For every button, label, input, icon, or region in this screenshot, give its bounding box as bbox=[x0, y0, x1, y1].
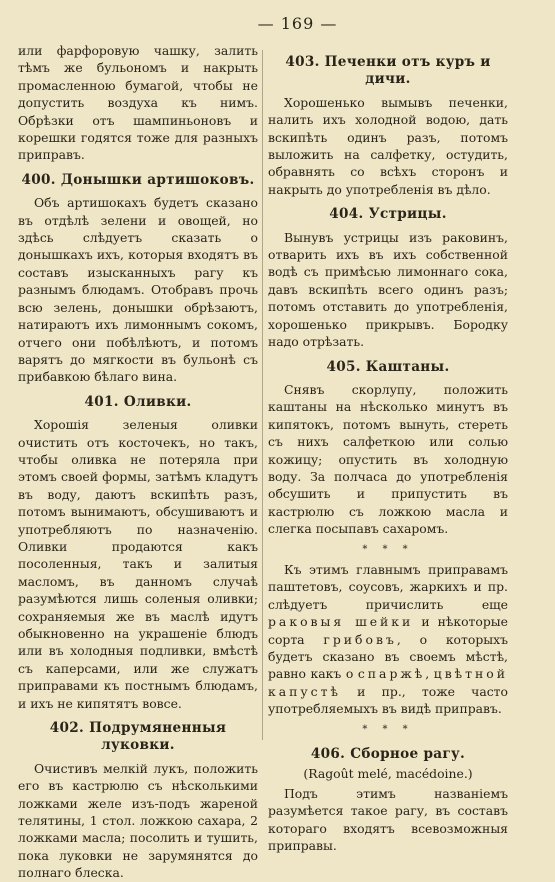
section-403-title: 403. Печенки отъ куръ и дичи. bbox=[285, 54, 491, 88]
note-text: , bbox=[425, 666, 434, 682]
note-emph-asparagus: спаржѣ bbox=[357, 666, 426, 682]
note-text: и пр., тоже часто употребляемыхъ въ видѣ приправъ. bbox=[268, 683, 508, 717]
column-divider bbox=[262, 50, 263, 740]
page-number: — 169 — bbox=[257, 14, 338, 33]
note-text: , о которыхъ будетъ сказано въ своемъ мѣстѣ, равно какъ о bbox=[268, 631, 509, 682]
section-405-title: 405. Каштаны. bbox=[326, 358, 450, 375]
note-text: и нѣкоторые сорта bbox=[268, 614, 508, 647]
section-401-title: 401. Оливки. bbox=[84, 393, 192, 410]
note-emph-crayfish: раковыя шейки bbox=[268, 614, 414, 630]
right-column bbox=[268, 42, 508, 854]
section-406-subtitle: (Ragoût melé, macédoine.) bbox=[303, 766, 473, 782]
section-403-text: Хорошенько вымывъ печенки, налить ихъ холодной водою, дать вскипѣть одинъ разъ, потомъ выложить на салфетку, остудить, обравнять со всѣхъ сторонъ и накрыть до употребленія въ дѣло. bbox=[268, 94, 508, 197]
section-402-text: Очистивъ мелкій лукъ, положить его въ кастрюлю съ нѣсколькими ложками желе изъ-подъ жареной телятины, 1 стол. ложкою сахара, 2 ложками масла; посолить и тушить, пока луковки не зарумянятся до полнаго блеска. bbox=[18, 760, 258, 881]
section-400-title: 400. Донышки артишоковъ. bbox=[21, 171, 255, 188]
note-text: Къ этимъ главнымъ приправамъ паштетовъ, соусовъ, жаркихъ и пр. слѣдуетъ причислить еще bbox=[268, 561, 508, 612]
section-406-text: Подъ этимъ названіемъ разумѣется такое рагу, въ составъ котораго входятъ всевозможныя приправы. bbox=[268, 785, 508, 854]
section-402-title: 402. Подрумяненныя луковки. bbox=[49, 720, 227, 754]
note-paragraph bbox=[268, 561, 508, 718]
section-404-text: Вынувъ устрицы изъ раковинъ, отварить ихъ въ ихъ собственной водѣ съ примѣсью лимоннаго сока, давъ вскипѣть всего одинъ разъ; потомъ отставить до употребленія, хорошенько прикрывъ. Бородку надо отрѣзать. bbox=[268, 229, 508, 350]
section-400-text: Объ артишокахъ будетъ сказано въ отдѣлѣ зелени и овощей, но здѣсь слѣдуетъ сказать о донышкахъ ихъ, которыя входятъ въ составъ изысканныхъ рагу къ разнымъ блюдамъ. Отобравъ прочь всю зелень, донышки обрѣзаютъ, натираютъ ихъ лимоннымъ сокомъ, отчего они побѣлѣютъ, и потомъ варятъ до мягкости въ бульонѣ съ прибавкою бѣлаго вина. bbox=[18, 195, 258, 385]
note-emph-mushrooms: грибовъ bbox=[323, 631, 397, 647]
asterism-divider: * * * bbox=[362, 543, 414, 555]
section-401-text: Хорошія зеленыя оливки очистить отъ косточекъ, но такъ, чтобы оливка не потеряла при этомъ своей формы, затѣмъ кладутъ въ воду, даютъ вскипѣть разъ, потомъ вынимаютъ, обсушиваютъ и употребляютъ по назначенію. Оливки продаются какъ посоленныя, такъ и залитыя масломъ, въ данномъ случаѣ разумѣются лишь соленыя оливки; сохраняемыя же въ маслѣ идутъ обыкновенно на украшеніе блюдъ или въ холодныя подливки, вмѣстѣ съ каперсами, или же служатъ приправами къ постнымъ блюдамъ, и ихъ не кипятятъ вовсе. bbox=[18, 417, 258, 711]
section-406-title: 406. Сборное рагу. bbox=[310, 746, 466, 763]
section-404-title: 404. Устрицы. bbox=[329, 206, 447, 223]
asterism-divider: * * * bbox=[362, 723, 414, 735]
left-column bbox=[18, 42, 258, 882]
intro-paragraph: или фарфоровую чашку, залить тѣмъ же бульономъ и накрыть промасленною бумагой, чтобы не допустить воздуха къ нимъ. Обрѣзки отъ шампиньоновъ и корешки годятся тоже для разныхъ приправъ. bbox=[18, 43, 258, 163]
section-405-text: Снявъ скорлупу, положить каштаны на нѣсколько минутъ въ кипятокъ, потомъ вынуть, стереть съ нихъ салфеткою или солью кожицу; опустить въ холодную воду. За полчаса до употребленія обсушить и припустить въ кастрюлю съ ложкою масла и слегка посыпавъ сахаромъ. bbox=[268, 381, 508, 537]
note-emph-cauliflower: цвѣтной капустѣ bbox=[268, 666, 508, 699]
